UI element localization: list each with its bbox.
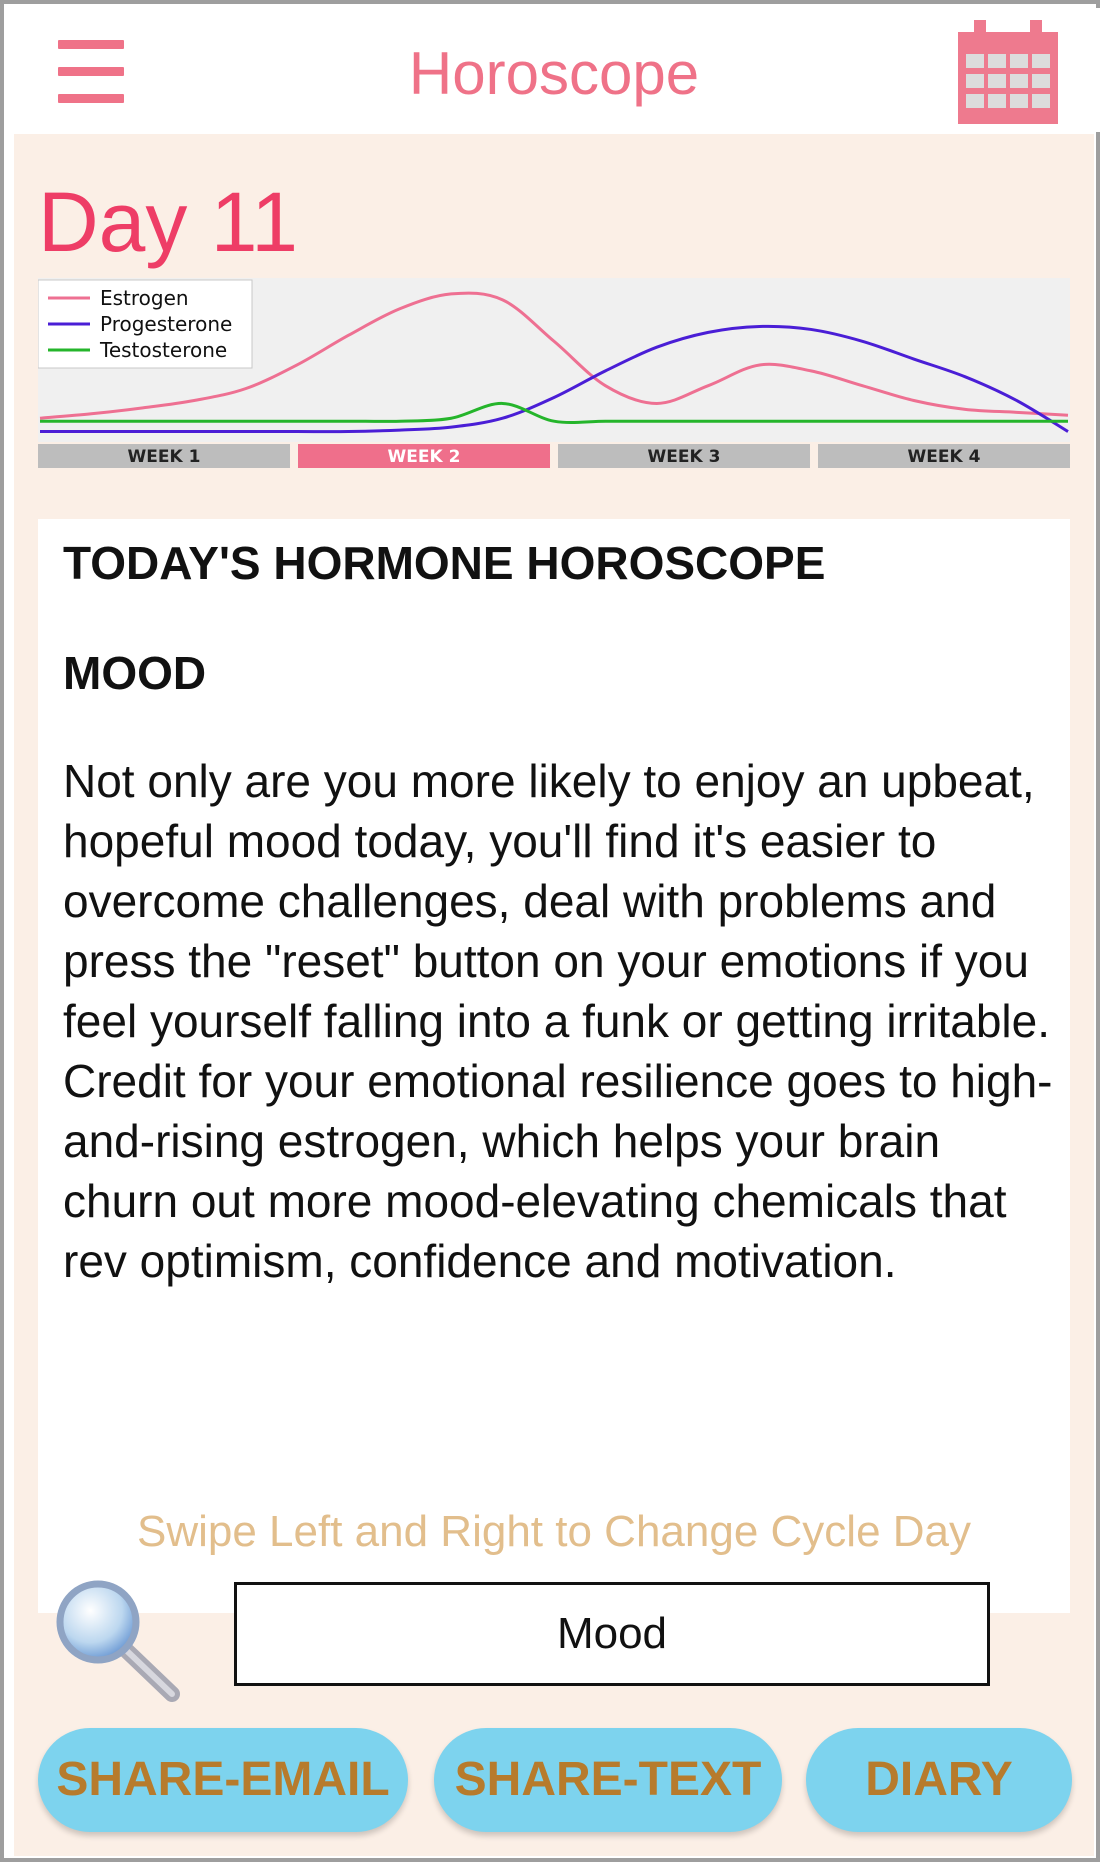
legend-label-testosterone: Testosterone [100, 338, 228, 362]
week-label-2: WEEK 2 [387, 447, 461, 467]
diary-button[interactable]: DIARY [806, 1728, 1072, 1832]
legend-label-progesterone: Progesterone [100, 312, 233, 336]
app-header [8, 8, 1100, 132]
share-text-button[interactable]: SHARE-TEXT [434, 1728, 782, 1832]
cycle-day-title: Day 11 [38, 175, 298, 269]
week-label-1: WEEK 1 [127, 447, 201, 467]
hormone-chart [38, 278, 1070, 478]
legend-label-estrogen: Estrogen [100, 286, 189, 310]
page-title: Horoscope [408, 40, 700, 107]
horoscope-card[interactable] [38, 519, 1070, 1613]
topic-search-input[interactable]: Mood [234, 1582, 990, 1686]
hormone-chart-svg [38, 278, 1070, 478]
week-label-3: WEEK 3 [647, 447, 721, 467]
magnifier-search-icon[interactable] [52, 1578, 182, 1704]
calendar-icon[interactable] [956, 18, 1060, 126]
week-label-4: WEEK 4 [907, 447, 981, 467]
horoscope-body: Not only are you more likely to enjoy an upbeat, hopeful mood today, you'll find it's easier to overcome challenges, deal with problems and press the "reset" button on your emotions if you feel yourself falling into a funk or getting irritable. Credit for your emotional resilience goes to high-and-rising estrogen, which helps your brain churn out more mood-elevating chemicals that rev optimism, confidence and motivation. [63, 755, 1053, 1287]
share-email-button[interactable]: SHARE-EMAIL [38, 1728, 408, 1832]
horoscope-heading: TODAY'S HORMONE HOROSCOPE [63, 537, 826, 589]
section-title: MOOD [63, 647, 207, 699]
swipe-hint: Swipe Left and Right to Change Cycle Day [136, 1507, 972, 1556]
content-panel [14, 134, 1094, 1856]
